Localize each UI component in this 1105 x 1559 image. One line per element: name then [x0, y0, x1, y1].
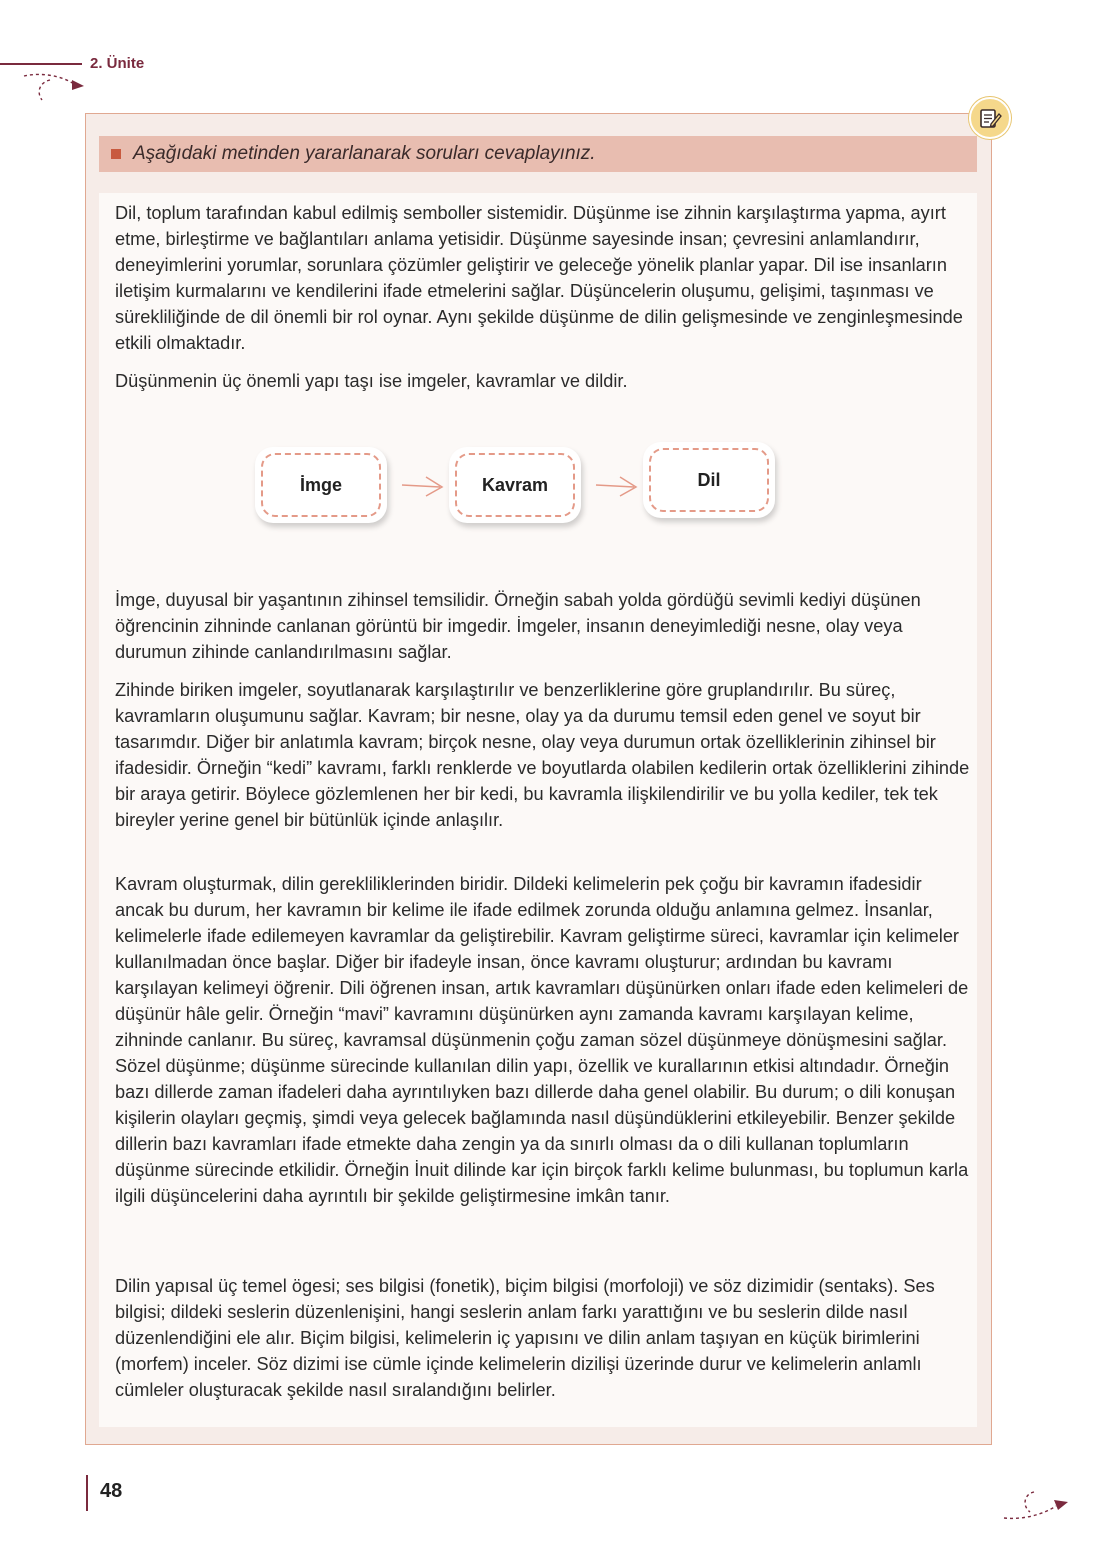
paragraph-language-and-thinking: Dil, toplum tarafından kabul edilmiş semboller sistemidir. Düşünme ise zihnin karşılaştırma yapma, ayırt etme, birleştirme ve bağlantıları anlama yetisidir. Düşünme sayesinde insan; çevresini anlamlandırır, deneyimlerini yorumlar, sorunlara çözümler geliştirir ve geleceğe yönelik planlar yapar. Dil ise insanların iletişim kurmalarını ve kendilerini ifade etmelerini sağlar. Düşüncelerin oluşumu, gelişimi, taşınması ve sürekliliğinde de dil önemli bir rol oynar. Aynı şekilde düşünme de dilin gelişmesinde ve zenginleşmesinde etkili olmaktadır. — [115, 203, 963, 353]
unit-label: 2. Ünite — [90, 55, 145, 72]
page-number-rule — [86, 1475, 88, 1511]
paragraph-imge: İmge, duyusal bir yaşantının zihinsel temsilidir. Örneğin sabah yolda gördüğü sevimli kediyi düşünen öğrencinin zihninde canlanan görüntü bir imgedir. İmgeler, insanın deneyimlediği nesne, olay veya durumun zihinde canlandırılmasını sağlar. — [115, 590, 921, 662]
diagram-node-dil — [643, 442, 775, 518]
instruction-text: Aşağıdaki metinden yararlanarak soruları cevaplayınız. — [133, 143, 596, 164]
paragraph-kavram-and-dil: Kavram oluşturmak, dilin gerekliliklerinden biridir. Dildeki kelimelerin pek çoğu bir kavramın ifadesidir ancak bu durum, her kavramın bir kelime ile ifade edilmek zorunda olduğu anlamına gelmez. İnsanlar, kelimelerle ifade edilemeyen kavramlar da geliştirebilir. Kavram geliştirme süreci, kavramlar için kelimeler kullanılmadan önce başlar. Diğer bir ifadeyle insan, önce kavramı oluşturur; ardından bu kavramı karşılayan kelimeyi öğrenir. Dili öğrenen insan, artık kavramları düşünürken onları ifade eden kelimeleri de düşünür hâle gelir. Örneğin “mavi” kavramını düşünürken aynı zamanda kavramı karşılayan kelime, zihninde canlanır. Bu süreç, kavramsal düşünmenin çoğu zaman sözel düşünmeye dönüşmesini sağlar. Sözel düşünme; düşünme sürecinde kullanılan dilin yapı, özellik ve kurallarının etkisi altındadır. Örneğin bazı dillerde zaman ifadeleri daha ayrıntılıyken bazı dillerde daha genel olabilir. Bu durum; o dili konuşan kişilerin olayları geçmiş, şimdi veya gelecek bağlamında nasıl düşündüklerini etkileyebilir. Benzer şekilde dillerin bazı kavramları ifade etmekte daha zengin ya da sınırlı olması da o dili kullanan toplumların düşünme sürecinde etkilidir. Örneğin İnuit dilinde kar için birçok farklı kelime bulunması, bu toplumun karla ilgili düşüncelerini daha ayrıntılı bir şekilde geliştirmesine imkân tanır. — [115, 874, 969, 1206]
paragraph-kavram: Zihinde biriken imgeler, soyutlanarak karşılaştırılır ve benzerliklerine göre gruplandırılır. Bu süreç, kavramların oluşumunu sağlar. Kavram; bir nesne, olay ya da durumu temsil eden genel ve soyut bir tasarımdır. Diğer bir anlatımla kavram; birçok nesne, olay veya durumun ortak özelliklerinin zihinsel bir ifadesidir. Örneğin “kedi” kavramı, farklı renklerde ve boyutlarda olabilen kedilerin ortak özelliklerini zihinde bir araya getirir. Böylece gözlemlenen her bir kedi, bu kavramla ilişkilendirilir ve bu yolla kediler, tek tek bireyler yerine genel bir bütünlük içinde anlaşılır. — [115, 680, 970, 830]
paragraph-dil-structure: Dilin yapısal üç temel ögesi; ses bilgisi (fonetik), biçim bilgisi (morfoloji) ve söz dizimidir (sentaks). Ses bilgisi; dildeki seslerin düzenlenişini, hangi seslerin anlam farkı yarattığını ve bu seslerin dilde nasıl düzenlendiğini ele alır. Biçim bilgisi, kelimelerin iç yapısını ve dilin anlam taşıyan en küçük birimlerini (morfem) inceler. Söz dizimi ise cümle içinde kelimelerin dizilişi üzerinde durur ve kelimelerin anlamlı cümleler oluşturacak şekilde nasıl sıralandığını belirler. — [115, 1276, 935, 1400]
diagram-node-kavram — [449, 447, 581, 523]
diagram-node-imge — [255, 447, 387, 523]
diagram-node-label: Dil — [697, 469, 721, 490]
bullet-square-icon — [111, 149, 121, 159]
instruction-bar — [99, 136, 977, 172]
notepad-pencil-icon — [969, 97, 1011, 139]
unit-header-line — [0, 63, 82, 65]
arrow-right-icon — [400, 473, 446, 499]
diagram-node-label: İmge — [299, 474, 342, 495]
diagram-node-label: Kavram — [481, 474, 549, 495]
dashed-arrow-decoration-icon — [22, 70, 86, 104]
dashed-arrow-decoration-icon — [1000, 1488, 1070, 1524]
page-number: 48 — [100, 1480, 123, 1502]
arrow-right-icon — [594, 473, 640, 499]
paragraph-building-blocks: Düşünmenin üç önemli yapı taşı ise imgeler, kavramlar ve dildir. — [115, 371, 628, 391]
